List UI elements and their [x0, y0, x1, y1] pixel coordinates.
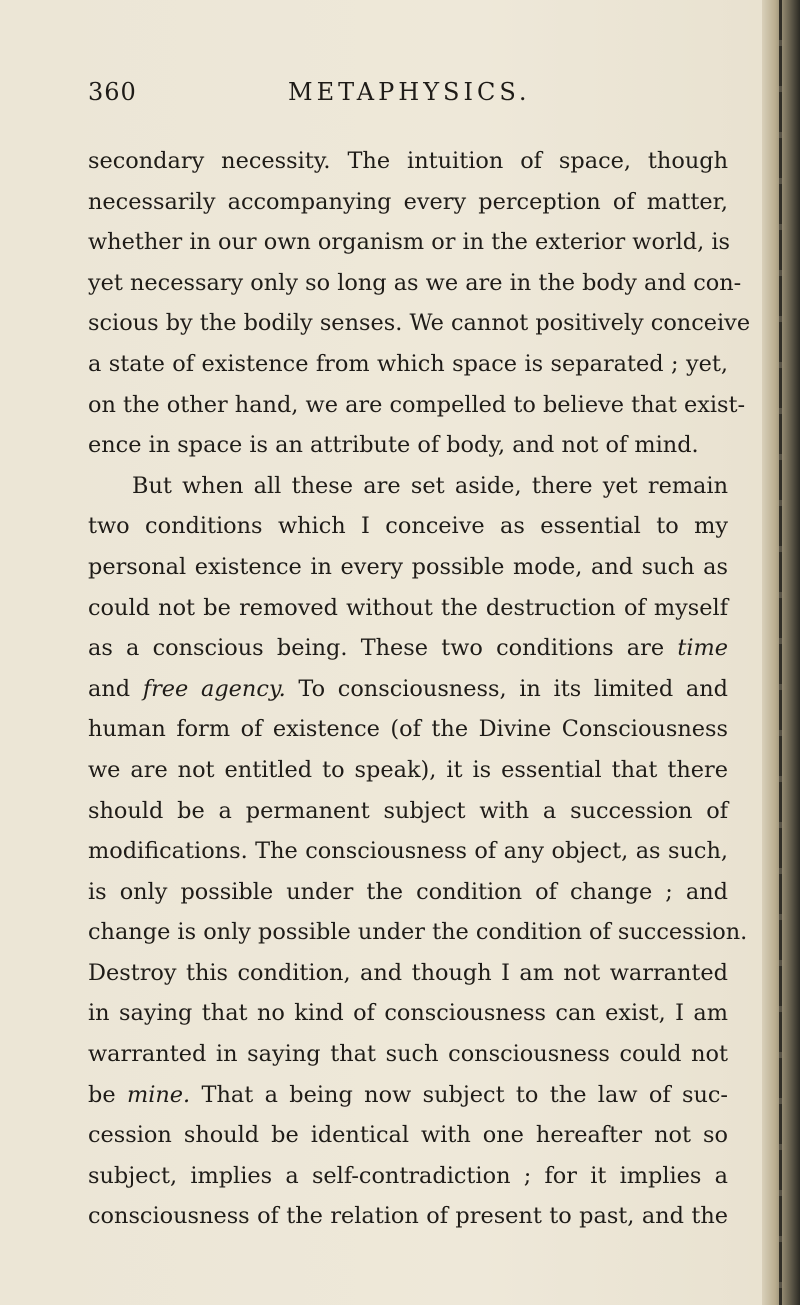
- italic-text: time: [677, 635, 728, 662]
- binding-edge: [779, 0, 782, 1305]
- running-title: METAPHYSICS.: [288, 78, 531, 106]
- text-line: should be a permanent subject with a succession of: [88, 797, 728, 824]
- body-text: [88, 141, 751, 1237]
- text-line: human form of existence (of the Divine Consciousness: [88, 716, 728, 743]
- text-line: scious by the bodily senses. We cannot positively conceive: [88, 310, 751, 337]
- text-line: consciousness of the relation of present to past, and the: [88, 1203, 728, 1230]
- text-segment: and: [88, 675, 131, 702]
- text-line: in saying that no kind of consciousness can exist, I am: [88, 1000, 728, 1027]
- text-line: subject, implies a self-contradiction ; for it implies a: [88, 1162, 728, 1189]
- text-line: is only possible under the condition of change ; and: [88, 878, 728, 905]
- text-line: [88, 1075, 728, 1116]
- text-line: change is only possible under the condition of succession.: [88, 919, 748, 946]
- text-line: could not be removed without the destruction of myself: [88, 594, 728, 621]
- text-line: cession should be identical with one hereafter not so: [88, 1122, 728, 1149]
- text-line: a state of existence from which space is separated ; yet,: [88, 350, 728, 377]
- text-segment: be: [88, 1081, 116, 1108]
- text-line: on the other hand, we are compelled to believe that exist-: [88, 391, 746, 418]
- italic-text: mine.: [126, 1081, 191, 1108]
- text-segment: To consciousness, in its limited and: [298, 675, 729, 702]
- text-line: [88, 669, 728, 710]
- paragraph-first-line: But when all these are set aside, there yet remain: [132, 472, 728, 499]
- text-line: necessarily accompanying every perception of matter,: [88, 188, 728, 215]
- text-line: we are not entitled to speak), it is essential that there: [88, 756, 728, 783]
- text-line: warranted in saying that such consciousness could not: [88, 1041, 728, 1068]
- text-segment: That a being now subject to the law of suc-: [201, 1081, 728, 1108]
- text-line: two conditions which I conceive as essential to my: [88, 513, 728, 540]
- text-line: ence in space is an attribute of body, and not of mind.: [88, 432, 699, 459]
- text-segment: as a conscious being. These two conditions are: [88, 635, 665, 662]
- text-line: secondary necessity. The intuition of space, though: [88, 148, 728, 174]
- text-line: modifications. The consciousness of any object, as such,: [88, 838, 728, 865]
- text-line: [88, 628, 728, 669]
- text-line: personal existence in every possible mode, and such as: [88, 553, 728, 580]
- text-line: yet necessary only so long as we are in the body and con-: [88, 269, 742, 296]
- text-line: Destroy this condition, and though I am not warranted: [88, 959, 728, 986]
- text-line: whether in our own organism or in the exterior world, is: [88, 229, 731, 256]
- page-number: 360: [88, 78, 137, 106]
- page-header: [88, 78, 728, 118]
- italic-text: free agency.: [142, 675, 286, 702]
